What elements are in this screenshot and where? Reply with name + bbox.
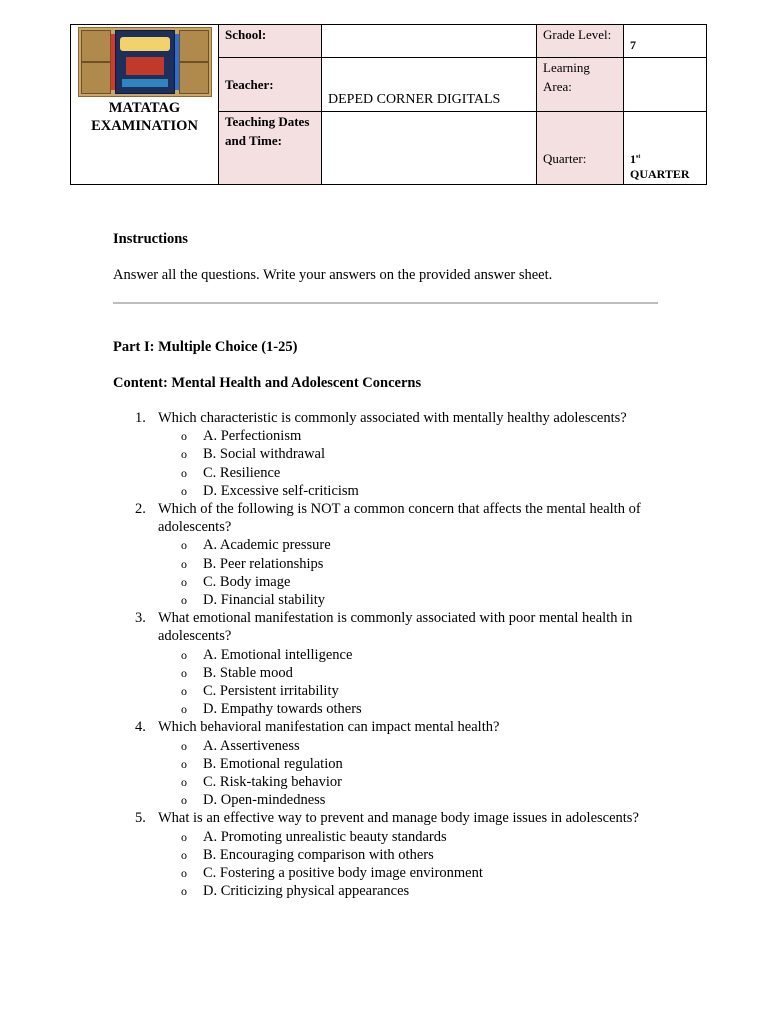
learning-area-value[interactable] xyxy=(624,58,707,112)
option-text: B. Encouraging comparison with others xyxy=(203,846,434,863)
option-bullet-icon: o xyxy=(181,829,187,844)
option-list xyxy=(158,536,658,609)
answer-option[interactable] xyxy=(158,882,658,900)
option-list xyxy=(158,427,658,500)
question-item xyxy=(113,718,658,809)
answer-option[interactable] xyxy=(158,482,658,500)
option-bullet-icon: o xyxy=(181,647,187,662)
question-list xyxy=(113,409,658,900)
exam-title-line2: EXAMINATION xyxy=(91,118,198,134)
instructions-text: Answer all the questions. Write your answers on the provided answer sheet. xyxy=(113,267,553,283)
option-text: C. Body image xyxy=(203,573,291,590)
answer-option[interactable] xyxy=(158,646,658,664)
option-list xyxy=(158,828,658,901)
answer-option[interactable] xyxy=(158,846,658,864)
option-bullet-icon: o xyxy=(181,483,187,498)
option-text: B. Peer relationships xyxy=(203,555,324,572)
answer-option[interactable] xyxy=(158,737,658,755)
question-item xyxy=(113,609,658,718)
teacher-value[interactable]: DEPED CORNER DIGITALS xyxy=(322,58,537,112)
quarter-number: 1 xyxy=(630,152,636,166)
option-text: B. Stable mood xyxy=(203,664,293,681)
option-text: D. Criticizing physical appearances xyxy=(203,883,410,900)
question-number: 5. xyxy=(135,810,146,827)
header-table xyxy=(70,24,707,185)
exam-title xyxy=(71,99,218,135)
option-text: C. Fostering a positive body image environment xyxy=(203,865,483,882)
exam-title-line1: MATATAG xyxy=(108,100,181,116)
option-bullet-icon: o xyxy=(181,447,187,462)
question-item xyxy=(113,500,658,609)
option-bullet-icon: o xyxy=(181,684,187,699)
option-bullet-icon: o xyxy=(181,702,187,717)
option-bullet-icon: o xyxy=(181,465,187,480)
option-bullet-icon: o xyxy=(181,665,187,680)
teacher-label: Teacher: xyxy=(219,58,322,112)
answer-option[interactable] xyxy=(158,773,658,791)
option-text: C. Persistent irritability xyxy=(203,683,339,700)
quarter-label: Quarter: xyxy=(537,112,624,185)
option-bullet-icon: o xyxy=(181,847,187,862)
school-value[interactable] xyxy=(322,25,537,58)
quarter-word: QUARTER xyxy=(630,167,690,181)
option-bullet-icon: o xyxy=(181,866,187,881)
option-text: D. Empathy towards others xyxy=(203,701,362,718)
option-bullet-icon: o xyxy=(181,574,187,589)
question-number: 2. xyxy=(135,501,146,518)
deped-corner-logo xyxy=(78,27,212,97)
option-text: A. Assertiveness xyxy=(203,737,300,754)
answer-option[interactable] xyxy=(158,464,658,482)
answer-option[interactable] xyxy=(158,791,658,809)
question-item xyxy=(113,809,658,900)
question-text: What emotional manifestation is commonly associated with poor mental health in adolescents? xyxy=(158,610,633,645)
answer-option[interactable] xyxy=(158,700,658,718)
option-bullet-icon: o xyxy=(181,556,187,571)
question-text: Which of the following is NOT a common concern that affects the mental health of adolescents? xyxy=(158,501,641,536)
answer-option[interactable] xyxy=(158,682,658,700)
option-list xyxy=(158,737,658,810)
question-number: 4. xyxy=(135,719,146,736)
content-title: Content: Mental Health and Adolescent Concerns xyxy=(113,375,422,391)
question-text: Which characteristic is commonly associated with mentally healthy adolescents? xyxy=(158,410,627,426)
answer-option[interactable] xyxy=(158,755,658,773)
exam-content xyxy=(113,229,658,900)
logo-cell xyxy=(71,25,219,185)
answer-option[interactable] xyxy=(158,427,658,445)
option-text: C. Risk-taking behavior xyxy=(203,774,342,791)
option-text: D. Financial stability xyxy=(203,592,326,609)
option-bullet-icon: o xyxy=(181,429,187,444)
option-bullet-icon: o xyxy=(181,756,187,771)
option-list xyxy=(158,646,658,719)
teaching-dates-label: Teaching Dates and Time: xyxy=(219,112,322,185)
answer-option[interactable] xyxy=(158,573,658,591)
instructions-heading: Instructions xyxy=(113,231,188,247)
option-bullet-icon: o xyxy=(181,593,187,608)
teaching-dates-value[interactable] xyxy=(322,112,537,185)
option-bullet-icon: o xyxy=(181,775,187,790)
answer-option[interactable] xyxy=(158,445,658,463)
option-text: D. Open-mindedness xyxy=(203,792,326,809)
answer-option[interactable] xyxy=(158,591,658,609)
divider xyxy=(113,302,658,304)
option-text: B. Emotional regulation xyxy=(203,755,343,772)
question-number: 3. xyxy=(135,610,146,627)
quarter-value[interactable] xyxy=(624,112,707,185)
school-label: School: xyxy=(219,25,322,58)
option-text: B. Social withdrawal xyxy=(203,446,326,463)
quarter-suffix: st xyxy=(636,154,641,160)
answer-option[interactable] xyxy=(158,536,658,554)
option-text: A. Academic pressure xyxy=(203,537,331,554)
option-text: A. Perfectionism xyxy=(203,428,302,445)
answer-option[interactable] xyxy=(158,555,658,573)
grade-level-label: Grade Level: xyxy=(537,25,624,58)
option-text: A. Emotional intelligence xyxy=(203,646,353,663)
option-bullet-icon: o xyxy=(181,738,187,753)
option-text: D. Excessive self-criticism xyxy=(203,482,359,499)
question-item xyxy=(113,409,658,500)
question-text: What is an effective way to prevent and manage body image issues in adolescents? xyxy=(158,810,639,827)
answer-option[interactable] xyxy=(158,664,658,682)
answer-option[interactable] xyxy=(158,828,658,846)
question-text: Which behavioral manifestation can impact mental health? xyxy=(158,719,500,736)
part-title: Part I: Multiple Choice (1-25) xyxy=(113,339,298,355)
option-bullet-icon: o xyxy=(181,793,187,808)
grade-level-value[interactable]: 7 xyxy=(624,25,707,58)
answer-option[interactable] xyxy=(158,864,658,882)
option-bullet-icon: o xyxy=(181,884,187,899)
question-number: 1. xyxy=(135,410,146,426)
option-text: A. Promoting unrealistic beauty standards xyxy=(203,828,447,845)
learning-area-label: Learning Area: xyxy=(537,58,624,112)
option-bullet-icon: o xyxy=(181,538,187,553)
option-text: C. Resilience xyxy=(203,464,281,481)
